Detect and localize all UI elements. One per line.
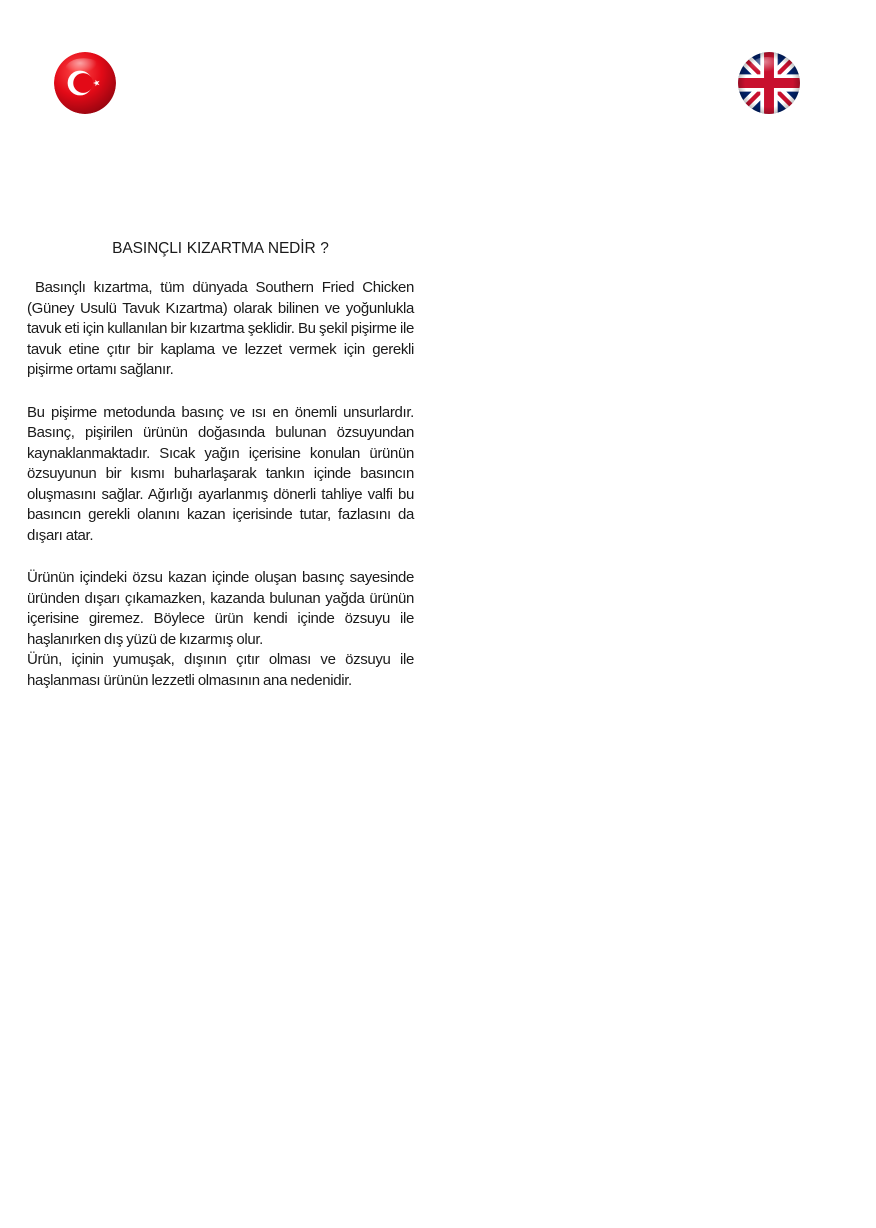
article-paragraph: Ürün, içinin yumuşak, dışının çıtır olması ve özsuyu ile haşlanması ürünün lezzetli olmasının ana nedenidir.	[27, 651, 414, 689]
article	[27, 238, 414, 691]
english-language-button[interactable]	[738, 52, 800, 114]
article-paragraph: Bu pişirme metodunda basınç ve ısı en önemli unsurlardır. Basınç, pişirilen ürünün doğasında bulunan özsuyundan kaynaklanmaktadır. Sıcak yağın içerisine konulan ürünün özsuyunun bir kısmı buharlaşarak tankın içinde basıncın oluşmasını sağlar. Ağırlığı ayarlanmış dönerli tahliye valfi bu basıncın gerekli olanını kazan içerisinde tutar, fazlasını da dışarı atar.	[27, 403, 414, 544]
article-paragraph: Ürünün içindeki özsu kazan içinde oluşan basınç sayesinde üründen dışarı çıkamazken, kazanda bulunan yağda ürünün içerisine giremez. Böylece ürün kendi içinde özsuyu ile haşlanırken dış yüzü de kızarmış olur.	[27, 569, 414, 648]
turkish-language-button[interactable]	[54, 52, 116, 114]
uk-flag-icon	[738, 52, 800, 114]
article-title: BASINÇLI KIZARTMA NEDİR ?	[112, 240, 329, 257]
article-paragraph: Basınçlı kızartma, tüm dünyada Southern Fried Chicken (Güney Usulü Tavuk Kızartma) olarak bilinen ve yoğunlukla tavuk eti için kullanılan bir kızartma şeklidir. Bu şekil pişirme ile tavuk etine çıtır bir kaplama ve lezzet vermek için gerekli pişirme ortamı sağlanır.	[27, 279, 414, 378]
turkey-flag-icon	[54, 52, 116, 114]
